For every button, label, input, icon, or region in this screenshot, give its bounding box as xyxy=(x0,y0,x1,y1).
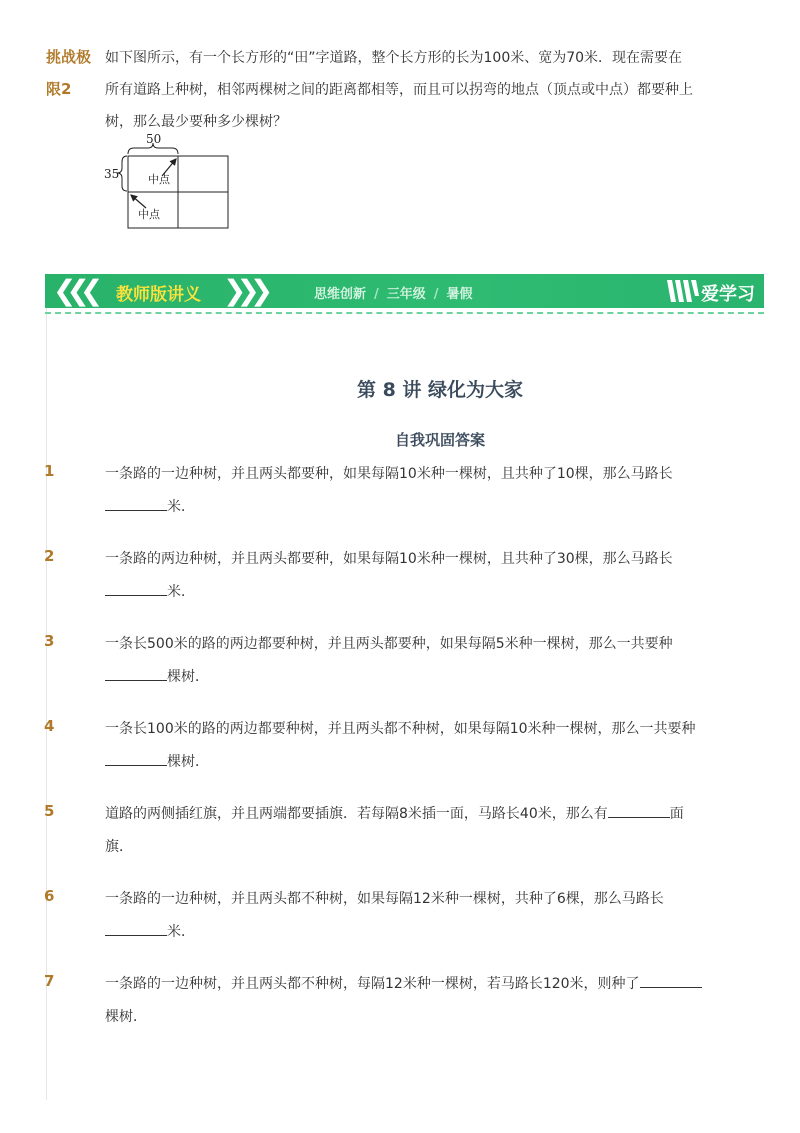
banner-dashed-divider xyxy=(45,312,764,314)
question-answer-line xyxy=(105,751,209,771)
question-text: 一条路的一边种树，并且两头都不种树，如果每隔12米种一棵树，共种了6棵，那么马路长 xyxy=(105,891,664,907)
separator: / xyxy=(374,287,379,302)
unit-text: 棵树． xyxy=(167,669,209,685)
brand-name: 爱学习 xyxy=(701,284,755,305)
brand-logo-icon xyxy=(665,278,699,304)
unit-text: 面 xyxy=(669,806,684,822)
question-text: 一条长100米的路的两边都要种树，并且两头都不种树，如果每隔10米种一棵树，那么一共要种 xyxy=(105,721,696,737)
answer-blank[interactable] xyxy=(105,666,167,681)
section-title: 自我巩固答案 xyxy=(394,431,485,449)
banner-tags xyxy=(314,283,473,302)
midpoint-label-left: 中点 xyxy=(138,208,160,221)
question-number: 6 xyxy=(44,887,55,905)
question-text xyxy=(105,973,702,993)
top-dimension-label: 50 xyxy=(146,132,162,146)
side-dimension-label: 35 xyxy=(104,167,120,181)
question-answer-line xyxy=(105,666,209,686)
challenge-label-line1: 挑战极 xyxy=(46,48,92,66)
field-grid-figure xyxy=(100,128,240,238)
question-text-prefix: 道路的两侧插红旗，并且两端都要插旗．若每隔8米插一面，马路长40米，那么有 xyxy=(105,806,608,822)
unit-text: 米． xyxy=(167,924,195,940)
question-number: 3 xyxy=(44,632,55,650)
tag-thinking: 思维创新 xyxy=(314,287,367,302)
question-text-prefix: 一条路的一边种树，并且两头都不种树，每隔12米种一棵树，若马路长120米，则种了 xyxy=(105,976,640,992)
answer-blank[interactable] xyxy=(105,581,167,596)
question-answer-line xyxy=(105,921,195,941)
answer-blank[interactable] xyxy=(105,921,167,936)
unit-text: 棵树． xyxy=(167,754,209,770)
challenge-label-line2: 限2 xyxy=(46,80,72,98)
separator: / xyxy=(433,287,439,302)
question-number: 4 xyxy=(44,717,55,735)
answer-blank[interactable] xyxy=(608,803,670,818)
lecture-title: 第 8 讲 绿化为大家 xyxy=(356,379,524,401)
challenge-text-line2: 所有道路上种树，相邻两棵树之间的距离都相等，而且可以拐弯的地点（顶点或中点）都要种上 xyxy=(105,82,693,98)
question-number: 1 xyxy=(44,462,55,480)
answer-blank[interactable] xyxy=(640,973,702,988)
left-chevrons-icon: ❮❮❮ xyxy=(53,274,94,307)
right-chevrons-icon: ❯❯❯ xyxy=(223,274,264,307)
question-continuation: 旗． xyxy=(105,839,133,855)
answer-blank[interactable] xyxy=(105,751,167,766)
question-answer-line xyxy=(105,496,195,516)
midpoint-label-top: 中点 xyxy=(148,173,170,186)
arrow-to-left-midpoint xyxy=(131,195,146,208)
unit-text: 米． xyxy=(167,584,195,600)
tag-term: 暑假 xyxy=(446,287,473,302)
question-continuation: 棵树． xyxy=(105,1009,147,1025)
question-number: 7 xyxy=(44,972,55,990)
question-number: 5 xyxy=(44,802,55,820)
question-number: 2 xyxy=(44,547,55,565)
question-text: 一条长500米的路的两边都要种树，并且两头都要种，如果每隔5米种一棵树，那么一共要种 xyxy=(105,636,673,652)
question-text: 一条路的两边种树，并且两头都要种，如果每隔10米种一棵树，且共种了30棵，那么马路长 xyxy=(105,551,673,567)
challenge-text-line1: 如下图所示，有一个长方形的“田”字道路，整个长方形的长为100米、宽为70米．现在需要在 xyxy=(105,50,683,66)
question-answer-line xyxy=(105,581,195,601)
question-text xyxy=(105,803,684,823)
banner-title: 教师版讲义 xyxy=(116,285,201,305)
challenge-text-line3: 树，那么最少要种多少棵树？ xyxy=(105,114,287,130)
answer-blank[interactable] xyxy=(105,496,167,511)
header-banner xyxy=(45,274,764,308)
question-text: 一条路的一边种树，并且两头都要种，如果每隔10米种一棵树，且共种了10棵，那么马路长 xyxy=(105,466,673,482)
tag-grade: 三年级 xyxy=(386,287,426,302)
unit-text: 米． xyxy=(167,499,195,515)
